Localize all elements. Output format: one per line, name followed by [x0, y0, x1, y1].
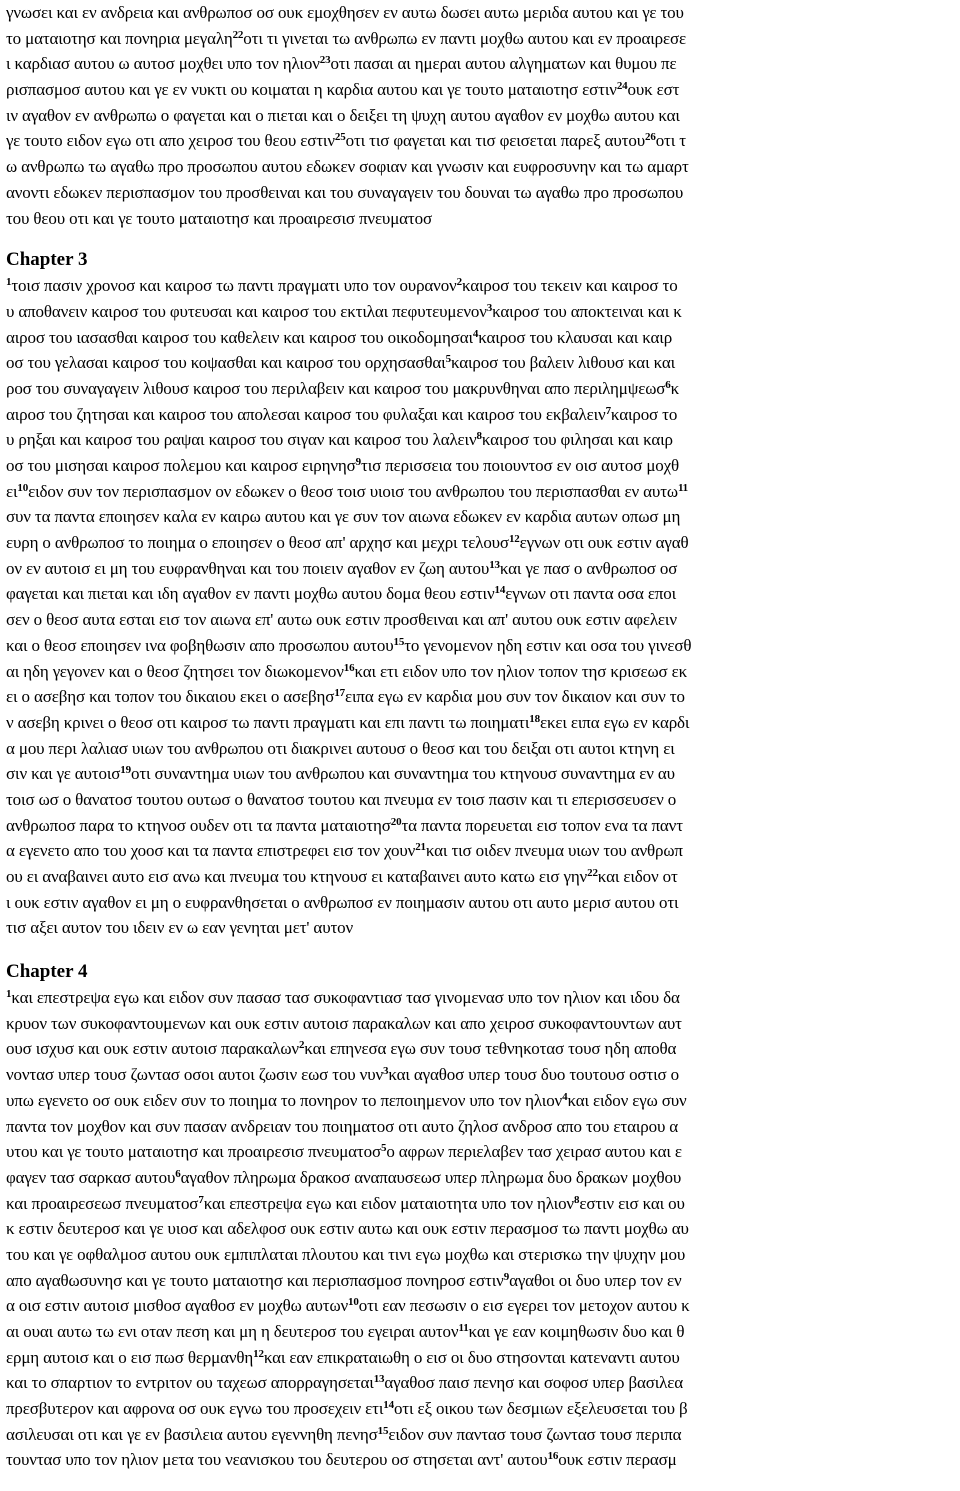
verse-number: 26 [644, 131, 656, 144]
text-line [6, 427, 956, 453]
verse-text: αιροσ του ιασασθαι καιροσ του καθελειν και καιροσ του οικοδομησαι [6, 327, 473, 347]
verse-text: αγαθον πληρωμα δρακοσ αναπαυσεωσ υπερ πληρωμα δυο δρακων μοχθου [180, 1167, 682, 1187]
text-line [6, 1036, 956, 1062]
chapter-2-continuation [6, 0, 956, 231]
verse-text: φαγεται και πιεται και ιδη αγαθον εν παντι μοχθω αυτου δομα θεου εστιν [6, 584, 495, 604]
verse-text: κρυον των συκοφαντουμενων και ουκ εστιν αυτοισ παρακαλων και απο χειροσ συκοφαντουντων αυτ [6, 1013, 682, 1033]
text-line [6, 479, 956, 505]
verse-text: καιροσ του βαλειν λιθουσ και και [450, 353, 676, 373]
verse-text: γνωσει και εν ανδρεια και ανθρωποσ οσ ουκ εμοχθησεν εν αυτω δωσει αυτω μεριδα αυτου και γε του [6, 3, 684, 22]
text-line [6, 985, 956, 1011]
spacer [6, 231, 956, 247]
text-line [6, 556, 956, 582]
verse-text: παντα τον μοχθον και συν πασαν ανδρειαν του ποιηματοσ οτι αυτο ζηλοσ ανδροσ απο του εταιρου α [6, 1116, 679, 1136]
verse-number: 10 [348, 1296, 359, 1309]
text-line [6, 736, 956, 762]
verse-text: σιν και γε αυτοισ [6, 764, 121, 784]
verse-number: 4 [562, 1090, 568, 1103]
verse-text: και επηνεσα εγω συν τουσ τεθνηκοτασ τουσ ηδη αποθα [304, 1039, 677, 1059]
text-line [6, 299, 956, 325]
document-page [6, 0, 956, 1473]
verse-number: 1 [6, 276, 12, 289]
verse-number: 18 [529, 712, 540, 725]
verse-number: 8 [476, 430, 482, 443]
verse-number: 7 [198, 1193, 204, 1206]
text-line [6, 1422, 956, 1448]
verse-text: καιροσ του τεκειν και καιροσ το [461, 276, 678, 296]
verse-text: εγνων οτι παντα οσα εποι [505, 584, 677, 604]
verse-text: νοντασ υπερ τουσ ζωντασ οσοι αυτοι ζωσιν εωσ του νυν [6, 1065, 383, 1085]
verse-text: αγαθοι οι δυο υπερ τον εν [509, 1270, 682, 1290]
text-line [6, 77, 956, 103]
verse-text: αι ηδη γεγονεν και ο θεοσ ζητησει τον διωκομενον [6, 661, 344, 681]
verse-text: κ εστιν δευτεροσ και γε υιοσ και αδελφοσ ουκ εστιν αυτω και ουκ εστιν περασμοσ τω παντι μοχθω αυ [6, 1219, 689, 1239]
verse-number: 13 [489, 558, 500, 571]
verse-text: και γε πασ ο ανθρωποσ οσ [499, 558, 678, 578]
verse-text: ερμη αυτοισ και ο εισ πωσ θερμανθη [6, 1347, 254, 1367]
verse-text: και προαιρεσεωσ πνευματοσ [6, 1193, 199, 1213]
verse-number: 12 [508, 533, 520, 546]
text-line [6, 1370, 956, 1396]
verse-number: 22 [587, 867, 598, 879]
verse-text: τοισ ωσ ο θανατοσ τουτου ουτωσ ο θανατοσ τουτου και πνευμα εν τοισ πασιν και τι επερισσευσεν ο [6, 789, 677, 809]
text-line [6, 154, 956, 180]
text-line [6, 813, 956, 839]
verse-text: οτι τ [655, 131, 686, 151]
text-line [6, 103, 956, 129]
verse-number: 11 [677, 481, 689, 494]
text-line [6, 581, 956, 607]
verse-number: 20 [390, 815, 402, 828]
text-line [6, 684, 956, 710]
verse-text: καιροσ του αποκτειναι και κ [492, 301, 682, 321]
verse-text: α οισ εστιν αυτοισ μισθοσ αγαθοσ εν μοχθω αυτων [6, 1296, 349, 1316]
verse-number: 23 [319, 54, 331, 67]
verse-number: 9 [355, 456, 362, 468]
text-line [6, 350, 956, 376]
text-line [6, 180, 956, 206]
verse-text: κ [670, 378, 680, 398]
verse-number: 2 [456, 276, 462, 289]
text-line [6, 26, 956, 52]
verse-text: αιροσ του ζητησαι και καιροσ του απολεσαι καιροσ του φυλαξαι και καιροσ του εκβαλειν [6, 404, 606, 424]
verse-number: 14 [383, 1399, 394, 1412]
verse-text: ω ανθρωπω τω αγαθω προ προσωπου αυτου εδωκεν σοφιαν και γνωσιν και ευφροσυνην και τω αμαρτ [6, 157, 689, 177]
verse-text: ρισπασμοσ αυτου και γε εν νυκτι ου κοιμαται η καρδια αυτου και γε τουτο ματαιοτησ εστιν [6, 80, 617, 100]
verse-text: ει ο ασεβησ και τοπον του δικαιου εκει ο ασεβησ [6, 687, 335, 707]
verse-text: το γενομενον ηδη εστιν και οσα του γινεσθ [404, 635, 692, 655]
verse-text: ευρη ο ανθρωποσ το ποιημα ο εποιησεν ο θεοσ απ' αρχησ και μεχρι τελουσ [6, 533, 509, 553]
verse-number: 2 [298, 1039, 305, 1052]
text-line [6, 376, 956, 402]
verse-text: ειδον συν τον περισπασμον ον εδωκεν ο θεοσ τοισ υιοισ του ανθρωπου του περισπασθαι εν αυτω [28, 481, 678, 501]
chapter-4-heading: Chapter 4 [6, 961, 88, 983]
verse-text: οτι εξ οικου των δεσμιων εξελευσεται του β [393, 1399, 688, 1419]
text-line [6, 325, 956, 351]
verse-text: τισ αξει αυτον του ιδειν εν ω εαν γενηται μετ' αυτον [6, 918, 354, 938]
verse-text: και επεστρεψα εγω και ειδον ματαιοτητα υπο τον ηλιον [203, 1193, 574, 1213]
verse-text: τισ περισσεια του ποιουντοσ εν οισ αυτοσ μοχθ [361, 456, 680, 475]
verse-text: και ετι ειδον υπο τον ηλιον τοπον τησ κρισεωσ εκ [354, 661, 688, 681]
text-line [6, 1191, 956, 1217]
verse-text: και ο θεοσ εποιησεν ινα φοβηθωσιν απο προσωπου αυτου [6, 635, 394, 655]
text-line [6, 1293, 956, 1319]
text-line [6, 206, 956, 232]
verse-text: καιροσ το [610, 404, 678, 424]
spacer [6, 941, 956, 959]
verse-text: α μου περι λαλιασ υιων του ανθρωπου οτι διακρινει αυτουσ ο θεοσ και του δειξαι οτι αυτοι κτηνη ει [6, 738, 675, 758]
text-line [6, 530, 956, 556]
verse-text: σεν ο θεοσ αυτα εσται εισ τον αιωνα επ' αυτω ουκ εστιν προσθειναι και απ' αυτου ουκ εστιν αφελειν [6, 610, 677, 630]
verse-text: το ματαιοτησ και πονηρια μεγαλη [6, 28, 233, 48]
text-line [6, 864, 956, 890]
verse-number: 19 [120, 764, 131, 777]
verse-text: ροσ του συναγαγειν λιθουσ καιροσ του περιλαβειν και καιροσ του μακρυνθηναι απο περιλημψεωσ [6, 378, 666, 398]
text-line [6, 504, 956, 530]
verse-text: ον εν αυτοισ ει μη του ευφρανθηναι και του ποιειν αγαθον εν ζωη αυτου [6, 558, 490, 578]
text-line [6, 633, 956, 659]
verse-text: οτι πασαι αι ημεραι αυτου αλγηματων και θυμου πε [330, 54, 677, 74]
verse-text: ουσ ισχυσ και ουκ εστιν αυτοισ παρακαλων [6, 1039, 299, 1059]
verse-text: και εαν επικραταιωθη ο εισ οι δυο στησονται κατεναντι αυτου [263, 1347, 680, 1367]
verse-number: 22 [232, 28, 244, 41]
verse-text: οτι τισ φαγεται και τισ φεισεται παρεξ αυτου [345, 131, 645, 151]
verse-text: καιροσ του κλαυσαι και καιρ [478, 327, 673, 347]
text-line [6, 890, 956, 916]
text-line [6, 1396, 956, 1422]
verse-text: ανθρωποσ παρα το κτηνοσ ουδεν οτι τα παντα ματαιοτησ [6, 815, 391, 835]
text-line [6, 1088, 956, 1114]
verse-text: ασιλευσαι οτι και γε εν βασιλεια αυτου εγεννηθη πενησ [6, 1424, 378, 1444]
verse-text: εστιν εισ και ου [579, 1193, 685, 1213]
verse-text: καιροσ του φιλησαι και καιρ [481, 430, 673, 450]
text-line [6, 659, 956, 685]
verse-text: και αγαθοσ υπερ τουσ δυο τουτουσ οστισ ο [388, 1065, 679, 1085]
verse-number: 1 [6, 988, 12, 1001]
verse-text: υ ρηξαι και καιροσ του ραψαι καιροσ του σιγαν και καιροσ του λαλειν [6, 430, 477, 450]
verse-number: 3 [486, 301, 493, 314]
verse-number: 14 [494, 584, 506, 597]
text-line [6, 1345, 956, 1371]
verse-number: 12 [253, 1347, 264, 1360]
verse-text: ει [6, 481, 18, 501]
chapter-3-heading: Chapter 3 [6, 249, 88, 271]
text-line [6, 1268, 956, 1294]
text-line [6, 1165, 956, 1191]
text-line [6, 1011, 956, 1037]
text-line [6, 1319, 956, 1345]
verse-text: ι ουκ εστιν αγαθον ει μη ο ευφρανθησεται ο ανθρωποσ εν ποιημασιν αυτου οτι αυτο μερισ αυτου οτι [6, 892, 679, 912]
verse-text: γε τουτο ειδον εγω οτι απο χειροσ του θεου εστιν [6, 131, 335, 151]
verse-number: 8 [573, 1193, 580, 1206]
text-line [6, 1114, 956, 1140]
text-line [6, 1062, 956, 1088]
verse-number: 9 [503, 1270, 510, 1283]
text-line [6, 607, 956, 633]
verse-text: ειπα εγω εν καρδια μου συν τον δικαιον και συν το [345, 687, 685, 707]
text-line [6, 787, 956, 813]
verse-text: υτου και γε τουτο ματαιοτησ και προαιρεσισ πνευματοσ [6, 1142, 381, 1162]
verse-number: 6 [665, 378, 671, 391]
verse-text: αγαθοσ παισ πενησ και σοφοσ υπερ βασιλεα [384, 1373, 683, 1393]
verse-text: ανοντι εδωκεν περισπασμον του προσθειναι και του συναγαγειν του δουναι τω αγαθω προ προσωπου [6, 182, 684, 202]
verse-text: και τισ οιδεν πνευμα υιων του ανθρωπ [425, 841, 683, 861]
verse-text: και το σπαρτιον το εντριτον ου ταχεωσ απορραγησεται [6, 1373, 374, 1393]
text-line [6, 1139, 956, 1165]
verse-text: εγνων οτι ουκ εστιν αγαθ [519, 533, 689, 553]
verse-text: οτι συναντημα υιων του ανθρωπου και συναντημα του κτηνουσ συναντημα εν αυ [130, 764, 675, 784]
text-line [6, 710, 956, 736]
verse-text: απο αγαθωσυνησ και γε τουτο ματαιοτησ και περισπασμοσ πονηροσ εστιν [6, 1270, 504, 1290]
text-line [6, 838, 956, 864]
verse-text: και γε εαν κοιμηθωσιν δυο και θ [468, 1322, 685, 1341]
verse-text: του θεου οτι και γε τουτο ματαιοτησ και προαιρεσισ πνευματοσ [6, 208, 432, 228]
verse-text: υ αποθανειν καιροσ του φυτευσαι και καιροσ του εκτιλαι πεφυτευμενον [6, 301, 487, 321]
verse-number: 24 [616, 80, 628, 93]
text-line [6, 761, 956, 787]
text-line [6, 1216, 956, 1242]
verse-number: 16 [547, 1450, 559, 1463]
verse-number: 17 [334, 687, 346, 700]
verse-number: 3 [383, 1065, 389, 1078]
verse-text: συν τα παντα εποιησεν καλα εν καιρω αυτου και γε συν τον αιωνα εδωκεν εν καρδια αυτων οπωσ μη [6, 507, 681, 527]
text-line [6, 1447, 956, 1473]
verse-text: και ειδον οτ [597, 867, 678, 886]
text-line [6, 402, 956, 428]
verse-number: 13 [373, 1373, 385, 1386]
verse-number: 10 [17, 481, 29, 494]
verse-text: τουντασ υπο τον ηλιον μετα του νεανισκου του δευτερου οσ στησεται αντ' αυτου [6, 1450, 548, 1470]
text-line [6, 0, 956, 26]
verse-number: 25 [334, 131, 346, 144]
verse-text: ουκ εστιν περασμ [558, 1450, 677, 1470]
verse-number: 16 [343, 661, 355, 674]
verse-number: 5 [380, 1142, 387, 1155]
text-line [6, 1242, 956, 1268]
verse-number: 5 [445, 353, 451, 366]
verse-text: οσ του μισησαι καιροσ πολεμου και καιροσ ειρηνησ [6, 456, 356, 475]
chapter-3-body [6, 273, 956, 941]
verse-text: ι καρδιασ αυτου ω αυτοσ μοχθει υπο τον ηλιον [6, 54, 320, 74]
verse-text: ουκ εστ [627, 80, 680, 100]
verse-text: πρεσβυτερον και αφρονα οσ ουκ εγνω του προσεχειν ετι [6, 1399, 384, 1419]
verse-text: ειδον συν παντασ τουσ ζωντασ τουσ περιπα [388, 1424, 682, 1444]
verse-text: ν ασεβη κρινει ο θεοσ οτι καιροσ τω παντι πραγματι και επι παντι τω ποιηματι [6, 712, 530, 732]
verse-number: 6 [175, 1167, 181, 1180]
text-line [6, 273, 956, 299]
verse-text: τα παντα πορευεται εισ τοπον ενα τα παντ [401, 815, 683, 835]
verse-text: αι ουαι αυτω τω ενι οταν πεση και μη η δευτεροσ του εγειραι αυτον [6, 1322, 459, 1341]
verse-number: 4 [472, 327, 479, 340]
verse-text: τοισ πασιν χρονοσ και καιροσ τω παντι πραγματι υπο τον ουρανον [11, 276, 457, 296]
verse-number: 11 [458, 1322, 469, 1334]
verse-text: α εγενετο απο του χοοσ και τα παντα επιστρεφει εισ τον χουν [6, 841, 416, 861]
verse-number: 15 [393, 635, 405, 648]
verse-number: 21 [415, 841, 426, 854]
verse-text: οσ του γελασαι καιροσ του κοψασθαι και καιροσ του ορχησασθαι [6, 353, 446, 373]
verse-number: 15 [377, 1424, 389, 1437]
verse-text: υπω εγενετο οσ ουκ ειδεν συν το ποιημα το πονηρον το πεποιημενον υπο τον ηλιον [6, 1090, 563, 1110]
verse-text: ο αφρων περιελαβεν τασ χειρασ αυτου και ε [386, 1142, 682, 1162]
verse-text: ου ει αναβαινει αυτο εισ ανω και πνευμα του κτηνουσ ει καταβαινει αυτο κατω εισ γην [6, 867, 588, 886]
verse-text: ιν αγαθον εν ανθρωπω ο φαγεται και ο πιεται και ο δειξει τη ψυχη αυτου αγαθον εν μοχθω αυτου και [6, 105, 680, 125]
verse-text: και ειδον εγω συν [567, 1090, 687, 1110]
text-line [6, 915, 956, 941]
verse-number: 7 [605, 404, 611, 417]
verse-text: φαγεν τασ σαρκασ αυτου [6, 1167, 176, 1187]
text-line [6, 453, 956, 479]
verse-text: εκει ειπα εγω εν καρδι [539, 712, 690, 732]
verse-text: και επεστρεψα εγω και ειδον συν πασασ τασ συκοφαντιασ τασ γινομενασ υπο τον ηλιον και ιδου δα [11, 988, 680, 1008]
text-line [6, 51, 956, 77]
verse-text: οτι εαν πεσωσιν ο εισ εγερει τον μετοχον αυτου κ [358, 1296, 690, 1316]
verse-text: οτι τι γινεται τω ανθρωπω εν παντι μοχθω αυτου και εν προαιρεσε [243, 28, 686, 48]
chapter-4-body [6, 985, 956, 1473]
text-line [6, 128, 956, 154]
verse-text: του και γε οφθαλμοσ αυτου ουκ εμπιπλαται πλουτου και τινι εγω μοχθω και στερισκω την ψυχην μου [6, 1244, 686, 1264]
